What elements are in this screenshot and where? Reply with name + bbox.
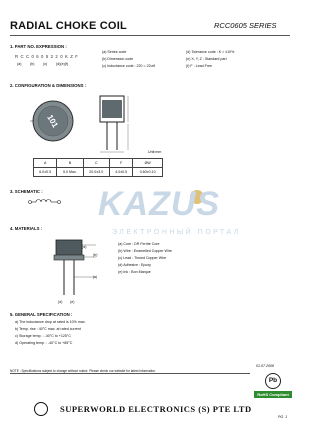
material-marker-d: (d) xyxy=(58,300,63,304)
header-rule xyxy=(10,35,290,36)
spec-heading: 5. GENERAL SPECIFICATION : xyxy=(10,312,73,317)
table-header-cell: C xyxy=(83,159,109,168)
table-header-cell: B xyxy=(57,159,83,168)
part-no-marker-c: (c) xyxy=(43,62,48,66)
spec-item: d) Operating temp. : -40°C to +85°C xyxy=(15,341,73,345)
part-no-heading: 1. PART NO. EXPRESSION : xyxy=(10,44,67,49)
coil-top-view xyxy=(28,96,78,146)
note-text: NOTE : Specifications subject to change without notice. Please check our website for latest information. xyxy=(10,369,156,373)
table-row xyxy=(34,168,163,177)
coil-side-view xyxy=(92,92,132,154)
material-marker-e: (e) xyxy=(70,300,75,304)
spec-item: b) Temp. rise : 40°C max. at rated current xyxy=(15,327,81,331)
material-item-ink: (e) Ink : Bon Marque xyxy=(118,270,151,274)
spec-item: a) The inductance drop at rated is 10% max. xyxy=(15,320,86,324)
unit-note: Unit:mm xyxy=(148,150,162,154)
table-cell: 6.0±0.5 xyxy=(34,168,57,177)
page-number: PG. 1 xyxy=(278,415,288,419)
material-marker-b: (b) xyxy=(93,253,98,257)
table-header-cell: A xyxy=(34,159,57,168)
part-no-note-b: (b) Dimension code xyxy=(102,57,134,61)
part-no-note-c: (c) Inductance code : 220 = 22uH xyxy=(102,64,156,68)
rohs-badge: RoHS Compliant xyxy=(254,391,292,398)
material-item-wire: (b) Wire : Enamelled Copper Wire xyxy=(118,249,172,253)
coil-materials-drawing xyxy=(48,237,98,299)
table-cell: 0.60±0.10 xyxy=(133,168,163,177)
table-header-cell: ØW xyxy=(133,159,163,168)
lead-free-badge: Pb xyxy=(265,373,281,389)
part-no-note-e: (e) X, Y, Z : Standard part xyxy=(186,57,227,61)
material-item-core: (a) Core : DR Ferrite Core xyxy=(118,242,160,246)
material-item-lead: (c) Lead : Tinned Copper Wire xyxy=(118,256,167,260)
part-no-marker-b: (b) xyxy=(30,62,35,66)
part-no-marker-a: (a) xyxy=(17,62,22,66)
part-no-marker-def: (d)(e)(f) xyxy=(56,62,69,66)
part-no-code: R C C 0 6 0 5 2 2 0 K Z F xyxy=(15,54,79,59)
material-marker-a: (a) xyxy=(82,245,87,249)
coil-marking: 101 xyxy=(45,113,60,130)
part-no-note-d: (d) Tolerance code : K = ±10% xyxy=(186,50,235,54)
company-name: SUPERWORLD ELECTRONICS (S) PTE LTD xyxy=(60,404,252,414)
series-name: RCC0605 SERIES xyxy=(214,21,277,30)
schematic-heading: 3. SCHEMATIC : xyxy=(10,189,43,194)
configuration-heading: 2. CONFIGURATION & DIMENSIONS : xyxy=(10,83,87,88)
dimension-table xyxy=(33,158,163,177)
spec-item: c) Storage temp. : -40°C to +125°C xyxy=(15,334,71,338)
inductor-schematic xyxy=(28,196,62,206)
table-cell: 20.0±3.0 xyxy=(83,168,109,177)
document-title: RADIAL CHOKE COIL xyxy=(10,20,127,32)
materials-heading: 4. MATERIALS : xyxy=(10,226,43,231)
part-no-note-f: (f) F : Lead Free xyxy=(186,64,212,68)
table-header-cell: F xyxy=(110,159,133,168)
footer-rule xyxy=(10,373,250,374)
material-marker-c: (c) xyxy=(93,275,98,279)
date-text: 01.07.2008 xyxy=(256,364,274,368)
watermark-subtext: ЭЛЕКТРОННЫЙ ПОРТАЛ xyxy=(112,229,241,236)
table-row xyxy=(34,159,163,168)
part-no-note-a: (a) Series code xyxy=(102,50,127,54)
company-logo xyxy=(34,402,48,416)
watermark-text: KAZUS xyxy=(98,185,221,223)
material-item-adhesive: (d) Adhesive : Epoxy xyxy=(118,263,151,267)
table-cell: 4.0±0.5 xyxy=(110,168,133,177)
table-cell: 5.0 Max. xyxy=(57,168,83,177)
